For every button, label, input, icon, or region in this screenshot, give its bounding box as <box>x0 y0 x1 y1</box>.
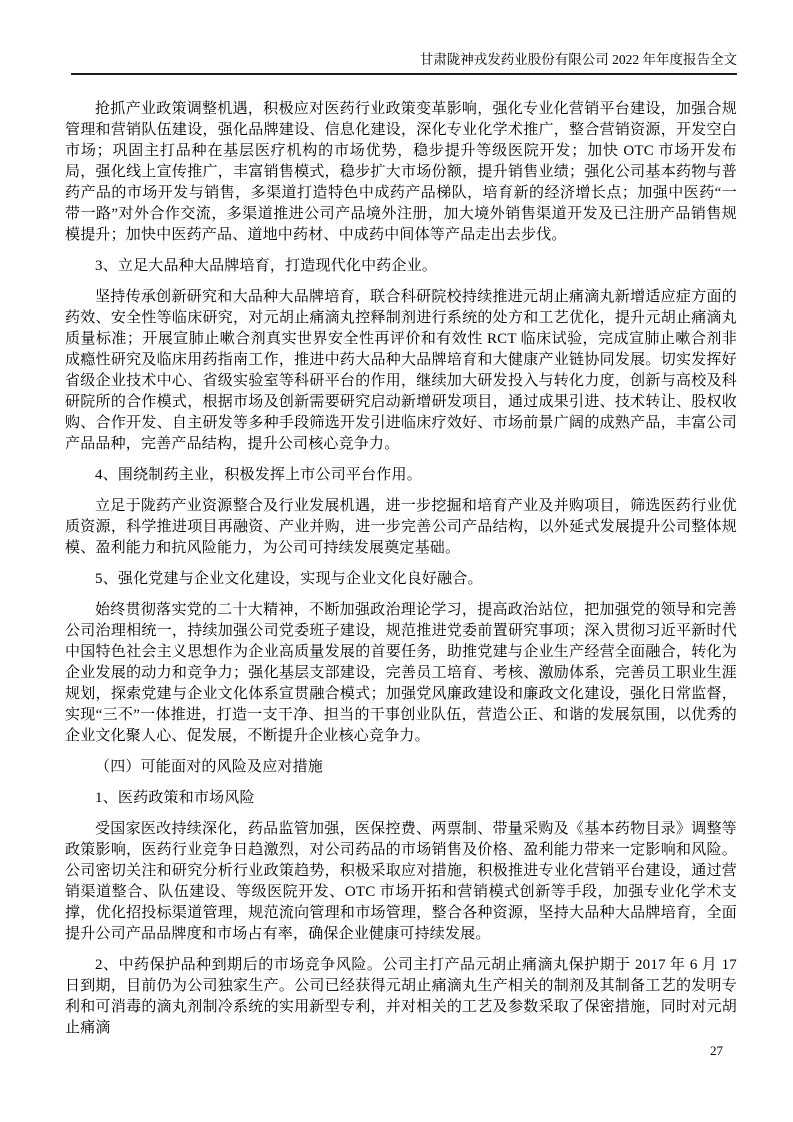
running-header-title: 甘肃陇神戎发药业股份有限公司 2022 年年度报告全文 <box>419 52 737 67</box>
body-paragraph: 2、中药保护品种到期后的市场竞争风险。公司主打产品元胡止痛滴丸保护期于 2017 年 6 月 17 日到期，目前仍为公司独家生产。公司已经获得元胡止痛滴丸生产相关的制剂及其制备工艺的发明专利和可消毒的滴丸剂制冷系统的实用新型专利，并对相关的工艺及参数采取了保密措施，同时对元胡止痛滴 <box>65 957 737 1036</box>
section-heading-3: 3、立足大品种大品牌培育，打造现代化中药企业。 <box>95 258 438 274</box>
body-paragraph: 抢抓产业政策调整机遇，积极应对医药行业政策变革影响，强化专业化营销平台建设，加强合规管理和营销队伍建设，强化品牌建设、信息化建设，深化专业化学术推广，整合营销资源，开发空白市场；巩固主打品种在基层医疗机构的市场优势，稳步提升等级医院开发；加快 OTC 市场开发布局，强化线上宣传推广，丰富销售模式，稳步扩大市场份额，提升销售业绩；强化公司基本药物与普药产品的市场开发与销售，多渠道打造特色中成药产品梯队，培育新的经济增长点；加强中医药“一带一路”对外合作交流，多渠道推进公司产品境外注册，加大境外销售渠道开发及已注册产品销售规模提升；加快中医药产品、道地中药材、中成药中间体等产品走出去步伐。 <box>65 101 737 243</box>
body-paragraph: 始终贯彻落实党的二十大精神，不断加强政治理论学习，提高政治站位，把加强党的领导和完善公司治理相统一，持续加强公司党委班子建设，规范推进党委前置研究事项；深入贯彻习近平新时代中国特色社会主义思想作为企业高质量发展的首要任务，助推党建与企业生产经营全面融合，转化为企业发展的动力和竞争力；强化基层支部建设，完善员工培育、考核、激励体系，完善员工职业生涯规划，探索党建与企业文化体系宣贯融合模式；加强党风廉政建设和廉政文化建设，强化日常监督，实现“三不”一体推进，打造一支干净、担当的干事创业队伍，营造公正、和谐的发展氛围，以优秀的企业文化聚人心、促发展，不断提升企业核心竞争力。 <box>65 602 737 744</box>
section-heading-5: 5、强化党建与企业文化建设，实现与企业文化良好融合。 <box>95 571 483 587</box>
page-header <box>71 50 737 75</box>
section-heading-risks: （四）可能面对的风险及应对措施 <box>95 759 324 775</box>
section-heading-4: 4、围绕制药主业，积极发挥上市公司平台作用。 <box>95 467 422 483</box>
body-paragraph: 受国家医改持续深化，药品监管加强，医保控费、两票制、带量采购及《基本药物目录》调整等政策影响，医药行业竞争日趋激烈，对公司药品的市场销售及价格、盈利能力带来一定影响和风险。公司密切关注和研究分析行业政策趋势，积极采取应对措施，积极推进专业化营销平台建设，通过营销渠道整合、队伍建设、等级医院开发、OTC 市场开拓和营销模式创新等手段，加强专业化学术支撑，优化招投标渠道管理，规范流向管理和市场管理，整合各种资源，坚持大品种大品牌培育，全面提升公司产品品牌度和市场占有率，确保企业健康可持续发展。 <box>65 821 737 942</box>
page-footer <box>710 1044 723 1058</box>
body-paragraph: 立足于陇药产业资源整合及行业发展机遇，进一步挖掘和培育产业及并购项目，筛选医药行业优质资源，科学推进项目再融资、产业并购，进一步完善公司产品结构，以外延式发展提升公司整体规模、盈利能力和抗风险能力，为公司可持续发展奠定基础。 <box>65 498 737 556</box>
document-body <box>65 99 737 1039</box>
subsection-heading-policy-risk: 1、医药政策和市场风险 <box>95 790 255 806</box>
body-paragraph: 坚持传承创新研究和大品种大品牌培育，联合科研院校持续推进元胡止痛滴丸新增适应症方面的药效、安全性等临床研究，对元胡止痛滴丸控释制剂进行系统的处方和工艺优化，提升元胡止痛滴丸质量标准；开展宣肺止嗽合剂真实世界安全性再评价和有效性 RCT 临床试验，完成宣肺止嗽合剂非成瘾性研究及临床用药指南工作，推进中药大品种大品牌培育和大健康产业链协同发展。切实发挥好省级企业技术中心、省级实验室等科研平台的作用，继续加大研发投入与转化力度，创新与高校及科研院所的合作模式，根据市场及创新需要研究启动新增研发项目，通过成果引进、技术转让、股权收购、合作开发、自主研发等多种手段筛选开发引进临床疗效好、市场前景广阔的成熟产品，丰富公司产品品种，完善产品结构，提升公司核心竞争力。 <box>65 289 737 452</box>
page-number: 27 <box>710 1043 723 1058</box>
